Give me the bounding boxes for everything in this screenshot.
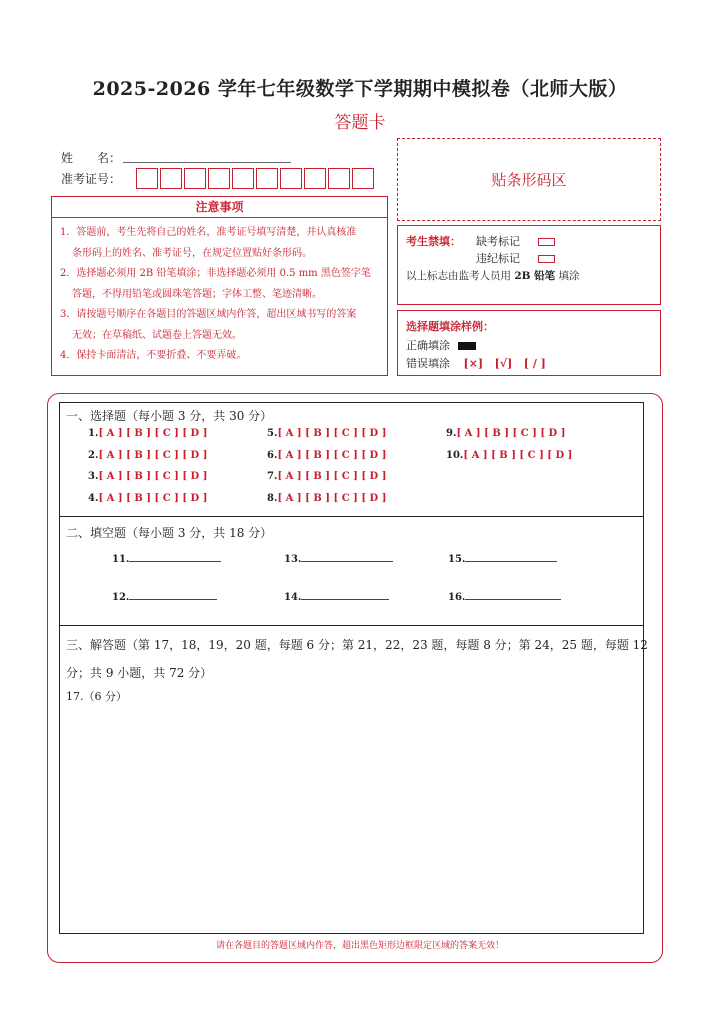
barcode-label: 贴条形码区 [491, 171, 567, 189]
question-17-label: 17.（6 分） [66, 690, 127, 703]
q-number: 3. [88, 471, 99, 482]
wrong-mark-slash: [ / ] [523, 357, 546, 370]
answer-line[interactable] [301, 590, 389, 600]
choice-q10[interactable] [446, 450, 572, 461]
exam-id-boxes [136, 168, 376, 189]
forbid-note-suffix: 填涂 [558, 270, 580, 282]
q-number: 5. [267, 428, 278, 439]
blank-q12[interactable] [112, 590, 217, 603]
notice-item-3-line1: 3．请按题号顺序在各题目的答题区域内作答，超出区域书写的答案 [60, 309, 357, 320]
id-digit-box[interactable] [280, 168, 302, 189]
section-divider [59, 516, 644, 517]
options: [ A ] [ B ] [ C ] [ D ] [98, 428, 208, 439]
forbid-heading: 考生禁填： [406, 235, 461, 248]
options: [ A ] [ B ] [ C ] [ D ] [98, 471, 208, 482]
absent-label: 缺考标记 [476, 235, 520, 248]
violation-mark-box[interactable] [538, 255, 555, 263]
options: [ A ] [ B ] [ C ] [ D ] [277, 450, 387, 461]
question-17-answer-space[interactable] [66, 708, 636, 928]
q-number: 11. [112, 554, 130, 565]
options: [ A ] [ B ] [ C ] [ D ] [277, 493, 387, 504]
page-title: 2025-2026 学年七年级数学下学期期中模拟卷（北师大版） [92, 78, 628, 100]
wrong-mark-cross: [×] [463, 357, 484, 370]
id-digit-box[interactable] [232, 168, 254, 189]
choice-q4[interactable] [88, 493, 207, 504]
fill-heading: 二、填空题（每小题 3 分，共 18 分） [66, 526, 273, 540]
choice-q5[interactable] [267, 428, 386, 439]
forbid-note [406, 268, 580, 283]
q-number: 9. [446, 428, 457, 439]
answer-line[interactable] [465, 552, 557, 562]
page-subtitle: 答题卡 [334, 113, 386, 133]
footer-warning: 请在各题目的答题区域内作答，超出黑色矩形边框限定区域的答案无效！ [215, 941, 504, 951]
options: [ A ] [ B ] [ C ] [ D ] [277, 428, 387, 439]
notice-item-1-line2: 条形码上的姓名、准考证号，在规定位置贴好条形码。 [72, 247, 312, 259]
forbid-note-prefix: 以上标志由监考人员用 [406, 270, 511, 282]
choice-heading: 一、选择题（每小题 3 分，共 30 分） [66, 409, 273, 423]
id-digit-box[interactable] [184, 168, 206, 189]
wrong-mark-check: [√] [494, 357, 513, 370]
absent-mark-box[interactable] [538, 238, 555, 246]
options: [ A ] [ B ] [ C ] [ D ] [277, 471, 387, 482]
name-field[interactable] [123, 161, 291, 163]
q-number: 13. [284, 554, 302, 565]
fill-sample-box [397, 310, 661, 376]
wrong-label: 错误填涂 [406, 357, 450, 370]
notice-box [51, 196, 388, 376]
options: [ A ] [ B ] [ C ] [ D ] [98, 450, 208, 461]
choice-q2[interactable] [88, 450, 207, 461]
blank-q15[interactable] [448, 552, 557, 565]
answer-heading-line1: 三、解答题（第 17，18，19，20 题，每题 6 分；第 21，22，23 题，每题 8 分；第 24，25 题，每题 12 [66, 638, 648, 652]
id-digit-box[interactable] [160, 168, 182, 189]
choice-q1[interactable] [88, 428, 207, 439]
id-label: 准考证号： [61, 172, 122, 186]
answer-heading-line2: 分；共 9 小题，共 72 分） [66, 666, 213, 680]
blank-q13[interactable] [284, 552, 393, 565]
notice-item-1-line1: 1．答题前，考生先将自己的姓名，准考证号填写清楚，并认真核准 [60, 227, 357, 238]
id-digit-box[interactable] [304, 168, 326, 189]
blank-q14[interactable] [284, 590, 389, 603]
notice-item-3-line2: 无效；在草稿纸、试题卷上答题无效。 [72, 329, 242, 341]
proctor-only-box [397, 225, 661, 305]
notice-item-2-line1: 2．选择题必须用 2B 铅笔填涂；非选择题必须用 0.5 mm 黑色签字笔 [60, 268, 371, 279]
q-number: 1. [88, 428, 99, 439]
q-number: 6. [267, 450, 278, 461]
choice-q9[interactable] [446, 428, 565, 439]
blank-q11[interactable] [112, 552, 221, 565]
id-digit-box[interactable] [208, 168, 230, 189]
q-number: 15. [448, 554, 466, 565]
notice-heading: 注意事项 [52, 197, 387, 218]
choice-q3[interactable] [88, 471, 207, 482]
id-digit-box[interactable] [136, 168, 158, 189]
violation-label: 违纪标记 [476, 252, 520, 265]
id-digit-box[interactable] [328, 168, 350, 189]
correct-fill-sample [458, 342, 476, 350]
q-number: 10. [446, 450, 464, 461]
correct-label: 正确填涂 [406, 339, 450, 352]
answer-line[interactable] [129, 552, 221, 562]
q-number: 8. [267, 493, 278, 504]
q-number: 7. [267, 471, 278, 482]
options: [ A ] [ B ] [ C ] [ D ] [456, 428, 566, 439]
q-number: 16. [448, 592, 466, 603]
options: [ A ] [ B ] [ C ] [ D ] [463, 450, 573, 461]
blank-q16[interactable] [448, 590, 561, 603]
options: [ A ] [ B ] [ C ] [ D ] [98, 493, 208, 504]
choice-q7[interactable] [267, 471, 386, 482]
choice-q6[interactable] [267, 450, 386, 461]
q-number: 12. [112, 592, 130, 603]
forbid-note-bold: 2B 铅笔 [514, 270, 556, 282]
q-number: 14. [284, 592, 302, 603]
answer-line[interactable] [301, 552, 393, 562]
answer-line[interactable] [129, 590, 217, 600]
answer-line[interactable] [465, 590, 561, 600]
sample-heading: 选择题填涂样例： [406, 320, 494, 333]
id-digit-box[interactable] [352, 168, 374, 189]
q-number: 2. [88, 450, 99, 461]
choice-q8[interactable] [267, 493, 386, 504]
q-number: 4. [88, 493, 99, 504]
id-digit-box[interactable] [256, 168, 278, 189]
notice-item-2-line2: 答题，不得用铅笔或圆珠笔答题；字体工整、笔迹清晰。 [72, 288, 322, 300]
notice-item-4-line1: 4．保持卡面清洁，不要折叠、不要弄破。 [60, 350, 247, 361]
name-label: 姓 名： [61, 151, 122, 165]
section-divider [59, 625, 644, 626]
barcode-area [397, 138, 661, 221]
